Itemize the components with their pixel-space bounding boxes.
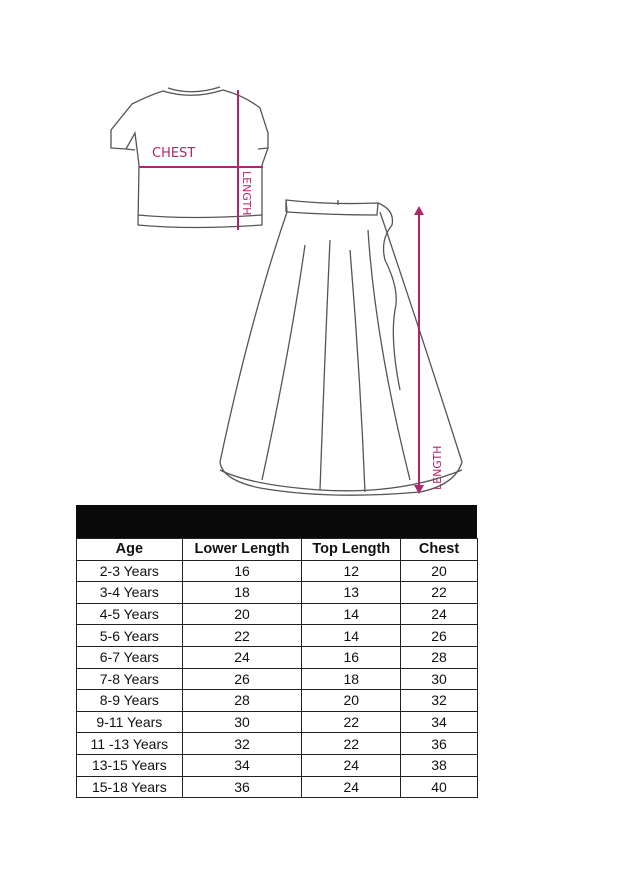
cell-top-length: 24	[302, 776, 401, 798]
cell-chest: 38	[401, 754, 478, 776]
table-row	[77, 711, 478, 733]
cell-chest: 26	[401, 625, 478, 647]
cell-top-length: 24	[302, 754, 401, 776]
cell-age: 8-9 Years	[77, 690, 183, 712]
cell-top-length: 22	[302, 733, 401, 755]
table-row	[77, 690, 478, 712]
cell-age: 6-7 Years	[77, 646, 183, 668]
cell-top-length: 18	[302, 668, 401, 690]
header-chest: Chest	[401, 539, 478, 561]
cell-chest: 32	[401, 690, 478, 712]
table-row	[77, 603, 478, 625]
cell-age: 5-6 Years	[77, 625, 183, 647]
table-row	[77, 646, 478, 668]
cell-chest: 24	[401, 603, 478, 625]
cell-top-length: 14	[302, 625, 401, 647]
cell-age: 11 -13 Years	[77, 733, 183, 755]
skirt-length-arrow	[414, 206, 424, 494]
cell-lower-length: 30	[182, 711, 302, 733]
cell-chest: 28	[401, 646, 478, 668]
header-age: Age	[77, 539, 183, 561]
table-row	[77, 668, 478, 690]
cell-lower-length: 26	[182, 668, 302, 690]
cell-lower-length: 36	[182, 776, 302, 798]
cell-lower-length: 18	[182, 582, 302, 604]
table-row	[77, 560, 478, 582]
cell-age: 4-5 Years	[77, 603, 183, 625]
cell-lower-length: 24	[182, 646, 302, 668]
table-title-band	[76, 505, 477, 538]
cell-age: 2-3 Years	[77, 560, 183, 582]
cell-lower-length: 34	[182, 754, 302, 776]
table-row	[77, 625, 478, 647]
size-chart-table	[76, 538, 478, 798]
cell-chest: 22	[401, 582, 478, 604]
cell-lower-length: 28	[182, 690, 302, 712]
cell-lower-length: 22	[182, 625, 302, 647]
cell-top-length: 22	[302, 711, 401, 733]
top-length-label: LENGTH	[240, 171, 253, 216]
cell-chest: 36	[401, 733, 478, 755]
table-row	[77, 754, 478, 776]
table-header-row	[77, 539, 478, 561]
cell-top-length: 12	[302, 560, 401, 582]
cell-lower-length: 32	[182, 733, 302, 755]
cell-top-length: 13	[302, 582, 401, 604]
table-row	[77, 733, 478, 755]
cell-chest: 20	[401, 560, 478, 582]
header-lower-length: Lower Length	[182, 539, 302, 561]
table-row	[77, 582, 478, 604]
cell-chest: 40	[401, 776, 478, 798]
cell-age: 13-15 Years	[77, 754, 183, 776]
cell-age: 3-4 Years	[77, 582, 183, 604]
cell-age: 9-11 Years	[77, 711, 183, 733]
cell-lower-length: 16	[182, 560, 302, 582]
cell-top-length: 20	[302, 690, 401, 712]
cell-top-length: 14	[302, 603, 401, 625]
cell-chest: 34	[401, 711, 478, 733]
cell-chest: 30	[401, 668, 478, 690]
cell-top-length: 16	[302, 646, 401, 668]
table-row	[77, 776, 478, 798]
cell-age: 15-18 Years	[77, 776, 183, 798]
cell-age: 7-8 Years	[77, 668, 183, 690]
chest-label: CHEST	[152, 146, 196, 161]
skirt-drawing	[220, 200, 462, 495]
skirt-length-label: LENGTH	[431, 445, 444, 490]
cell-lower-length: 20	[182, 603, 302, 625]
header-top-length: Top Length	[302, 539, 401, 561]
